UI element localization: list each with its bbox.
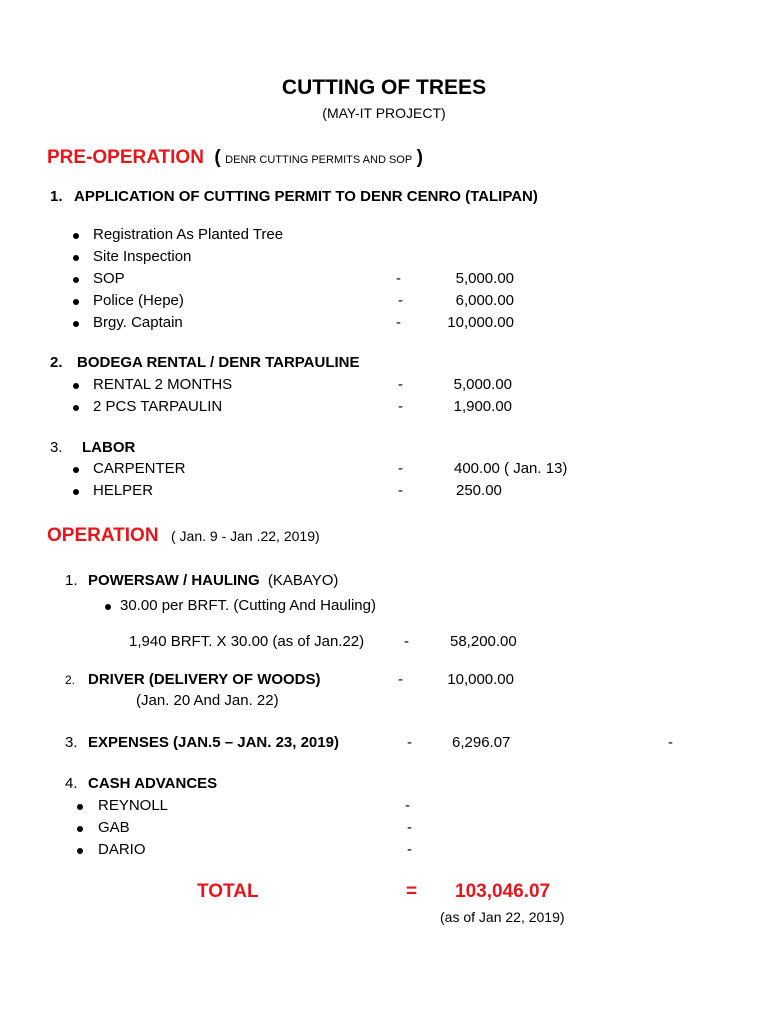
item-dash: - [407,819,412,836]
item-dash: - [398,376,403,393]
op-section-2-amount: 10,000.00 [447,671,514,688]
op-section-2-title: DRIVER (DELIVERY OF WOODS) [88,671,321,688]
op-section-3-dash: - [407,734,412,751]
item-dash: - [398,292,403,309]
item-dash: - [405,797,410,814]
item-dash: - [398,482,403,499]
item-label: CARPENTER [93,460,186,477]
total-label: TOTAL [197,881,259,902]
operation-heading-row [47,525,320,547]
pre-operation-heading: PRE-OPERATION [47,147,204,168]
item-amount: 5,000.00 [455,270,514,287]
bullet-icon [77,826,83,832]
total-equals: = [406,881,418,902]
item-amount: 250.00 [456,482,502,499]
item-dash: - [398,460,403,477]
item-label: Police (Hepe) [93,292,184,309]
item-amount: 400.00 ( Jan. 13) [454,460,568,477]
pre-operation-note-open: ( [214,147,221,168]
item-amount: 5,000.00 [453,376,512,393]
bullet-icon [73,467,79,473]
pre-section-2-number: 2. [50,354,63,371]
item-label: 2 PCS TARPAULIN [93,398,223,415]
op-section-2-number: 2. [65,673,76,687]
bullet-icon [73,489,79,495]
op-section-3-amount: 6,296.07 [452,734,511,751]
item-label: Registration As Planted Tree [93,226,284,243]
operation-heading: OPERATION [47,525,159,546]
item-label: REYNOLL [98,797,169,814]
item-label: Brgy. Captain [93,314,183,331]
total-amount: 103,046.07 [455,881,551,902]
op-section-1-amount: 58,200.00 [450,633,517,650]
op-section-4-title: CASH ADVANCES [88,775,218,792]
item-label: RENTAL 2 MONTHS [93,376,233,393]
op-section-1-suffix: (KABAYO) [267,572,339,589]
item-dash: - [407,841,412,858]
op-section-3-trailing-dash: - [668,734,673,751]
pre-operation-note: DENR CUTTING PERMITS AND SOP [225,154,413,166]
item-amount: 6,000.00 [455,292,514,309]
op-section-1-number: 1. [65,572,78,589]
pre-section-1-number: 1. [50,188,63,205]
op-section-1-rate: 30.00 per BRFT. (Cutting And Hauling) [120,597,376,614]
item-label: HELPER [93,482,154,499]
op-section-3-title: EXPENSES (JAN.5 – JAN. 23, 2019) [88,734,339,751]
bullet-icon [77,804,83,810]
op-section-2-subline: (Jan. 20 And Jan. 22) [136,692,279,709]
item-amount: 1,900.00 [453,398,512,415]
item-dash: - [398,398,403,415]
op-section-3-number: 3. [65,734,78,751]
item-label: DARIO [98,841,146,858]
item-dash: - [396,270,401,287]
op-section-1-title-row [88,572,338,589]
item-amount: 10,000.00 [447,314,514,331]
op-section-1-dash: - [404,633,409,650]
bullet-icon [77,848,83,854]
bullet-icon [73,255,79,261]
item-dash: - [396,314,401,331]
bullet-icon [73,405,79,411]
page-subtitle: (MAY-IT PROJECT) [322,105,446,121]
operation-dates: ( Jan. 9 - Jan .22, 2019) [171,528,320,544]
item-label: SOP [93,270,125,287]
bullet-icon [105,604,111,610]
item-label: GAB [98,819,130,836]
bullet-icon [73,321,79,327]
op-section-4-number: 4. [65,775,78,792]
pre-operation-note-close: ) [416,147,423,168]
item-label: Site Inspection [93,248,192,265]
pre-section-3-title: LABOR [82,439,136,456]
op-section-1-title: POWERSAW / HAULING [88,572,260,589]
bullet-icon [73,299,79,305]
total-as-of: (as of Jan 22, 2019) [440,909,565,925]
op-section-1-calc: 1,940 BRFT. X 30.00 (as of Jan.22) [129,633,365,650]
pre-section-2-title: BODEGA RENTAL / DENR TARPAULINE [77,354,360,371]
pre-section-3-number: 3. [50,439,63,456]
op-section-2-dash: - [398,671,403,688]
pre-section-1-title: APPLICATION OF CUTTING PERMIT TO DENR CENRO (TALIPAN) [74,188,538,205]
bullet-icon [73,233,79,239]
bullet-icon [73,277,79,283]
page-title: CUTTING OF TREES [281,76,487,99]
bullet-icon [73,383,79,389]
pre-operation-heading-row [47,147,423,169]
